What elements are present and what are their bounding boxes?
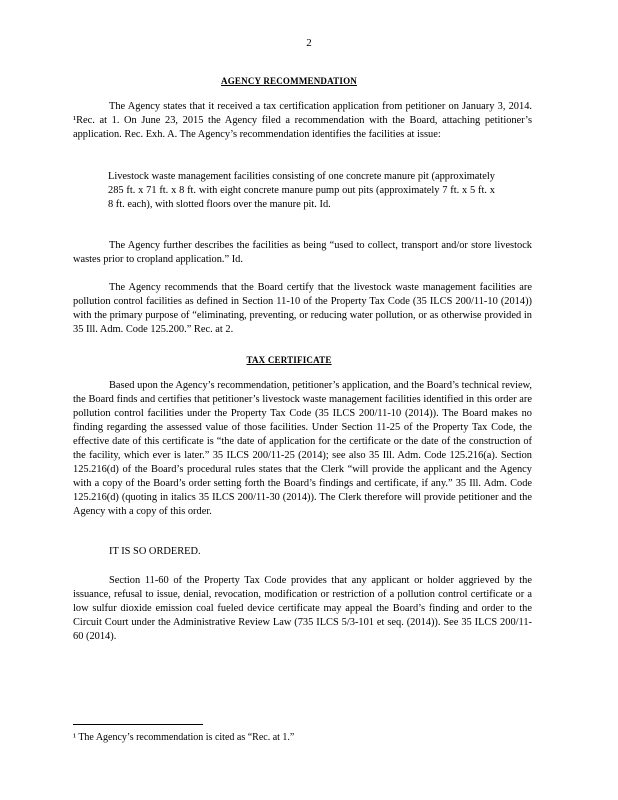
ordered-statement: IT IS SO ORDERED.	[109, 546, 201, 557]
paragraph-agency-recommends: The Agency recommends that the Board certify that the livestock waste management facilities are pollution control facilities as defined in Section 11-10 of the Property Tax Code (35 ILCS 200/11-10 (2014)) with the primary purpose of “eliminating, preventing, or reducing water pollution, or as otherwise provided in 35 Ill. Adm. Code 125.200.” Rec. at 2.	[73, 282, 532, 335]
paragraph-agency-received: The Agency states that it received a tax certification application from petitioner on January 3, 2014. ¹Rec. at 1. On June 23, 2015 the Agency filed a recommendation with the Board, attaching petitioner’s application. Rec. Exh. A. The Agency’s recommendation identifies the facilities at issue:	[73, 101, 532, 140]
page-number: 2	[306, 37, 312, 49]
section-heading-tax-certificate: TAX CERTIFICATE	[246, 355, 332, 365]
footnote: ¹ The Agency’s recommendation is cited as “Rec. at 1.”	[73, 732, 295, 743]
block-quote-facilities: Livestock waste management facilities consisting of one concrete manure pit (approximately 285 ft. x 71 ft. x 8 ft. with eight concrete manure pump out pits (approximately 7 ft. x 5 ft. x 8 ft. each), with slotted floors over the manure pit. Id.	[108, 171, 495, 210]
paragraph-appeal-rights: Section 11-60 of the Property Tax Code provides that any applicant or holder aggrieved by the issuance, refusal to issue, denial, revocation, modification or restriction of a pollution control certificate or a low sulfur dioxide emission coal fueled device certificate may appeal the Board’s finding and order to the Circuit Court under the Administrative Review Law (735 ILCS 5/3-101 et seq. (2014)). See 35 ILCS 200/11-60 (2014).	[73, 575, 532, 642]
paragraph-agency-describes: The Agency further describes the facilities as being “used to collect, transport and/or store livestock wastes prior to cropland application.” Id.	[73, 240, 532, 265]
paragraph-board-finds: Based upon the Agency’s recommendation, petitioner’s application, and the Board’s technical review, the Board finds and certifies that petitioner’s livestock waste management facilities identified in this order are pollution control facilities under the Property Tax Code (35 ILCS 200/11-10 (2014)). The Board makes no finding regarding the assessed value of those facilities. Under Section 11-25 of the Property Tax Code, the effective date of this certificate is “the date of application for the certificate or the date of the construction of the facility, which ever is later.” 35 ILCS 200/11-25 (2014); see also 35 Ill. Adm. Code 125.216(a). Section 125.216(d) of the Board’s procedural rules states that the Clerk “will provide the applicant and the Agency with a copy of the Board’s order setting forth the Board’s findings and certificate, if any.” 35 Ill. Adm. Code 125.216(d) (quoting in italics 35 ILCS 200/11-30 (2014)). The Clerk therefore will provide petitioner and the Agency with a copy of this order.	[73, 380, 532, 517]
footnote-divider	[73, 724, 203, 725]
section-heading-agency-recommendation: AGENCY RECOMMENDATION	[221, 76, 357, 86]
